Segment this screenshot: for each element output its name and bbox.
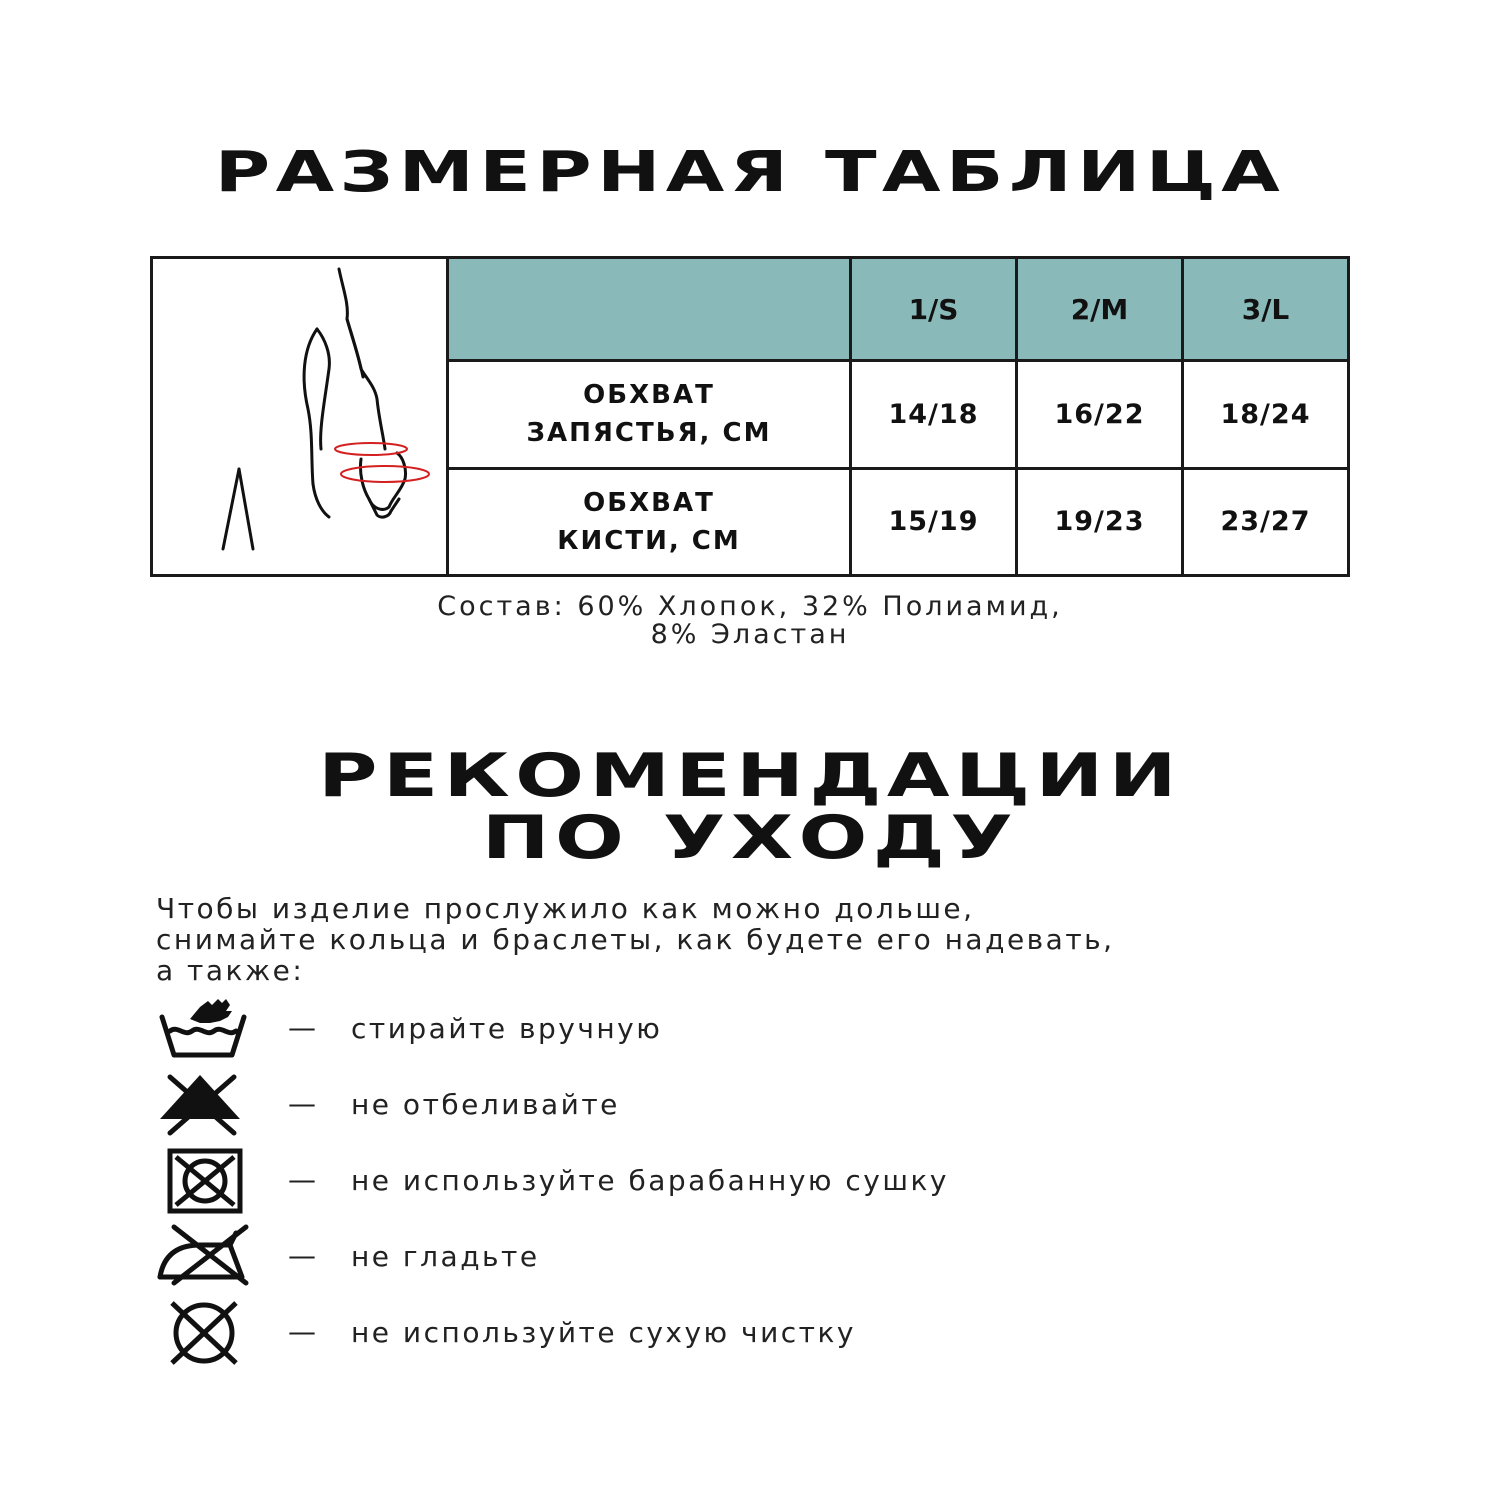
care-title <box>0 741 1500 873</box>
row-label-wrist <box>448 361 851 469</box>
care-text: не используйте барабанную сушку <box>351 1164 949 1197</box>
arm-measurement-illustration <box>152 258 448 576</box>
care-dash: — <box>288 1315 316 1348</box>
care-text: не используйте сухую чистку <box>351 1316 856 1349</box>
care-item-no-bleach <box>156 1071 1356 1141</box>
care-text: не гладьте <box>351 1240 540 1273</box>
care-item-no-iron <box>156 1223 1356 1293</box>
care-intro-line: Чтобы изделие прослужило как можно дольше, <box>156 892 975 925</box>
hand-wash-icon <box>156 995 256 1065</box>
row-label-line: КИСТИ, СМ <box>557 525 741 556</box>
table-cell: 15/19 <box>851 468 1017 576</box>
care-dash: — <box>288 1239 316 1272</box>
table-cell: 14/18 <box>851 361 1017 469</box>
care-intro <box>156 893 1416 986</box>
size-header-m: 2/M <box>1017 258 1183 361</box>
care-item-no-tumble-dry <box>156 1147 1356 1217</box>
care-item-no-dry-clean <box>156 1299 1356 1369</box>
care-title-line: ПО УХОДУ <box>481 803 1019 873</box>
care-intro-line: снимайте кольца и браслеты, как будете его надевать, <box>156 923 1115 956</box>
care-dash: — <box>288 1011 316 1044</box>
care-dash: — <box>288 1163 316 1196</box>
no-bleach-icon <box>156 1071 256 1141</box>
size-table <box>150 256 1350 577</box>
care-dash: — <box>288 1087 316 1120</box>
arm-illustration-icon <box>153 259 443 574</box>
composition-text <box>0 593 1500 649</box>
row-label-line: ОБХВАТ <box>583 380 715 411</box>
care-intro-line: а также: <box>156 954 305 987</box>
no-tumble-dry-icon <box>156 1147 256 1217</box>
row-label-line: ОБХВАТ <box>583 487 715 518</box>
size-chart-title: РАЗМЕРНАЯ ТАБЛИЦА <box>214 140 1286 205</box>
care-text: не отбеливайте <box>351 1088 620 1121</box>
care-title-line: РЕКОМЕНДАЦИИ <box>318 741 1182 811</box>
table-cell: 16/22 <box>1017 361 1183 469</box>
size-header-l: 3/L <box>1183 258 1349 361</box>
table-cell: 19/23 <box>1017 468 1183 576</box>
no-dry-clean-icon <box>156 1299 256 1369</box>
row-label-line: ЗАПЯСТЬЯ, СМ <box>526 418 772 449</box>
composition-line: 8% Эластан <box>650 619 850 650</box>
no-iron-icon <box>156 1223 256 1293</box>
size-table-corner <box>448 258 851 361</box>
row-label-hand <box>448 468 851 576</box>
care-text: стирайте вручную <box>351 1012 663 1045</box>
composition-line: Состав: 60% Хлопок, 32% Полиамид, <box>437 591 1063 622</box>
care-item-hand-wash <box>156 995 1356 1065</box>
size-header-s: 1/S <box>851 258 1017 361</box>
table-cell: 23/27 <box>1183 468 1349 576</box>
table-cell: 18/24 <box>1183 361 1349 469</box>
